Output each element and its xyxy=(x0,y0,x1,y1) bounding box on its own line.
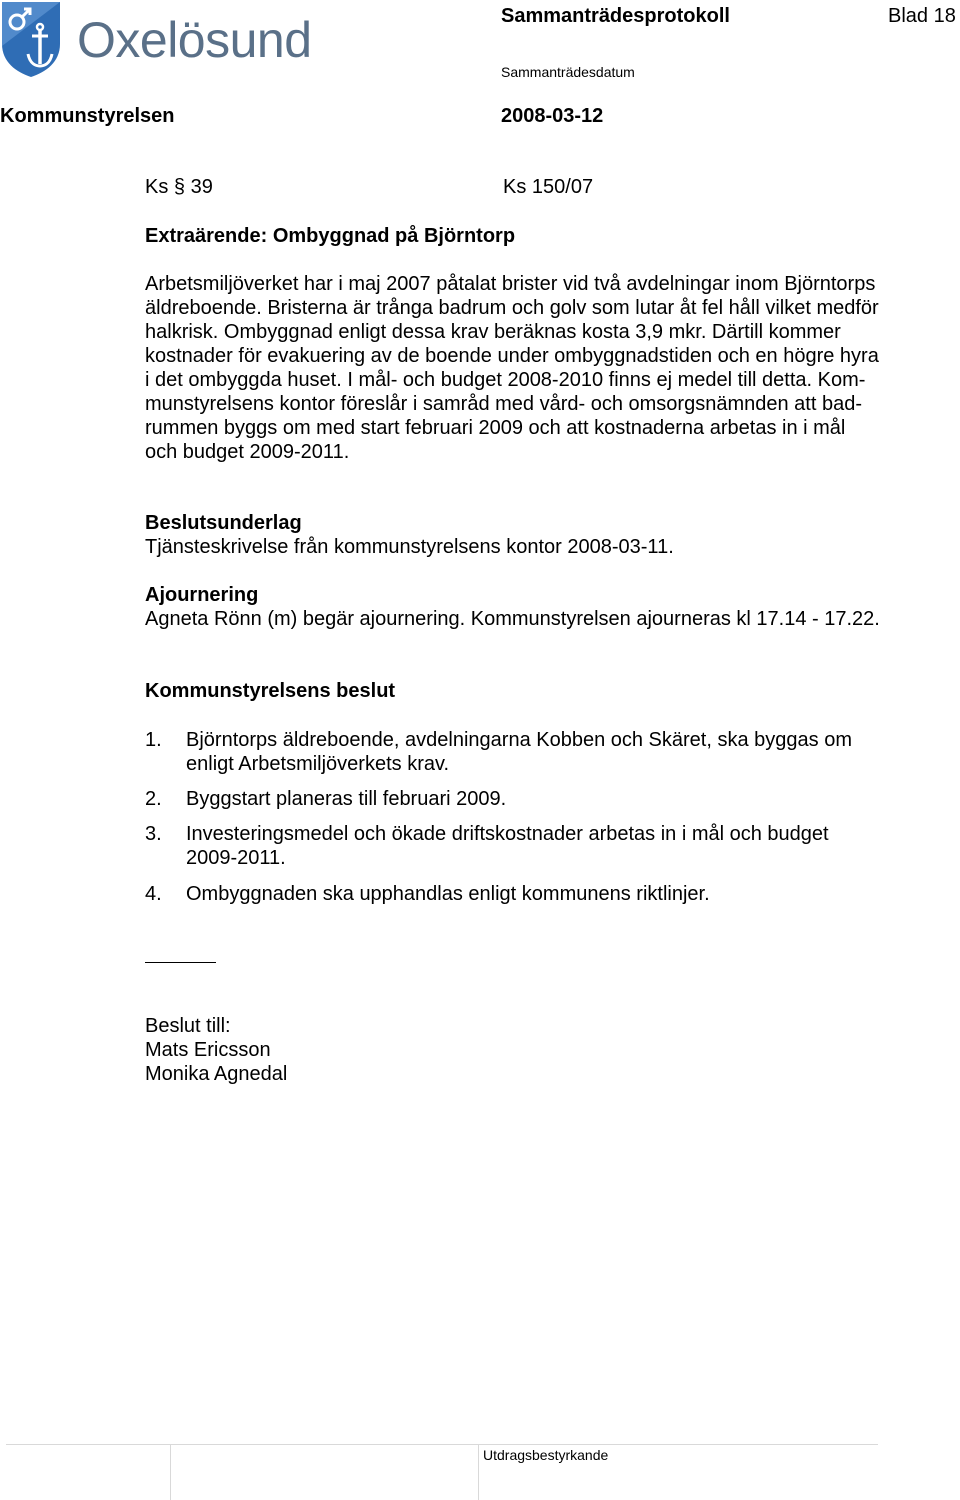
adjournment-text: Agneta Rönn (m) begär ajournering. Kommunstyrelsen ajourneras kl 17.14 - 17.22. xyxy=(145,608,880,630)
page-number: Blad 18 xyxy=(888,5,956,27)
description-line: och budget 2009-2011. xyxy=(145,441,350,463)
description-line: Arbetsmiljöverket har i maj 2007 påtalat brister vid två avdelningar inom Björntorps xyxy=(145,273,876,295)
paragraph-number: Ks § 39 xyxy=(145,176,213,198)
decision-item-number: 2. xyxy=(145,788,162,810)
basis-heading: Beslutsunderlag xyxy=(145,512,302,534)
decision-item-number: 4. xyxy=(145,883,162,905)
description-line: munstyrelsens kontor föreslår i samråd med vård- och omsorgsnämnden att bad- xyxy=(145,393,862,415)
footer-rule xyxy=(6,1444,878,1445)
decision-item-number: 1. xyxy=(145,729,162,751)
separator-line xyxy=(145,962,216,963)
description-line: rummen byggs om med start februari 2009 och att kostnaderna arbetas in i mål xyxy=(145,417,846,439)
coat-of-arms-icon xyxy=(0,0,62,78)
decision-item-number: 3. xyxy=(145,823,162,845)
document-title: Sammanträdesprotokoll xyxy=(501,5,730,27)
logo-wordmark: Oxelösund xyxy=(77,12,312,68)
decision-heading: Kommunstyrelsens beslut xyxy=(145,680,396,702)
decision-item-text: enligt Arbetsmiljöverkets krav. xyxy=(186,753,450,775)
decision-item-text: Björntorps äldreboende, avdelningarna Kobben och Skäret, ska byggas om xyxy=(186,729,852,751)
description-line: i det ombyggda huset. I mål- och budget 2008-2010 finns ej medel till detta. Kom- xyxy=(145,369,866,391)
adjournment-heading: Ajournering xyxy=(145,584,259,606)
basis-text: Tjänsteskrivelse från kommunstyrelsens kontor 2008-03-11. xyxy=(145,536,674,558)
description-line: kostnader för evakuering av de boende under ombyggnadstiden och en högre hyra xyxy=(145,345,879,367)
decision-item-text: Byggstart planeras till februari 2009. xyxy=(186,788,507,810)
case-description xyxy=(145,272,945,464)
recipient: Mats Ericsson xyxy=(145,1039,271,1061)
municipality-logo xyxy=(0,0,340,80)
committee-name: Kommunstyrelsen xyxy=(0,105,175,127)
decision-item-text: Investeringsmedel och ökade driftskostnader arbetas in i mål och budget xyxy=(186,823,829,845)
footer-divider xyxy=(478,1444,479,1500)
decision-item-text: Ombyggnaden ska upphandlas enligt kommunens riktlinjer. xyxy=(186,883,710,905)
distribution-label: Beslut till: xyxy=(145,1015,231,1037)
recipient: Monika Agnedal xyxy=(145,1063,288,1085)
meeting-date-label: Sammanträdesdatum xyxy=(501,64,635,80)
description-line: halkrisk. Ombyggnad enligt dessa krav beräknas kosta 3,9 mkr. Därtill kommer xyxy=(145,321,841,343)
footer-divider xyxy=(170,1444,171,1500)
meeting-date: 2008-03-12 xyxy=(501,105,604,127)
certification-label: Utdragsbestyrkande xyxy=(483,1447,609,1463)
case-title: Extraärende: Ombyggnad på Björntorp xyxy=(145,225,516,247)
description-line: äldreboende. Bristerna är trånga badrum och golv som lutar åt fel håll vilket medför xyxy=(145,297,879,319)
decision-item-text: 2009-2011. xyxy=(186,847,286,869)
diary-number: Ks 150/07 xyxy=(503,176,594,198)
